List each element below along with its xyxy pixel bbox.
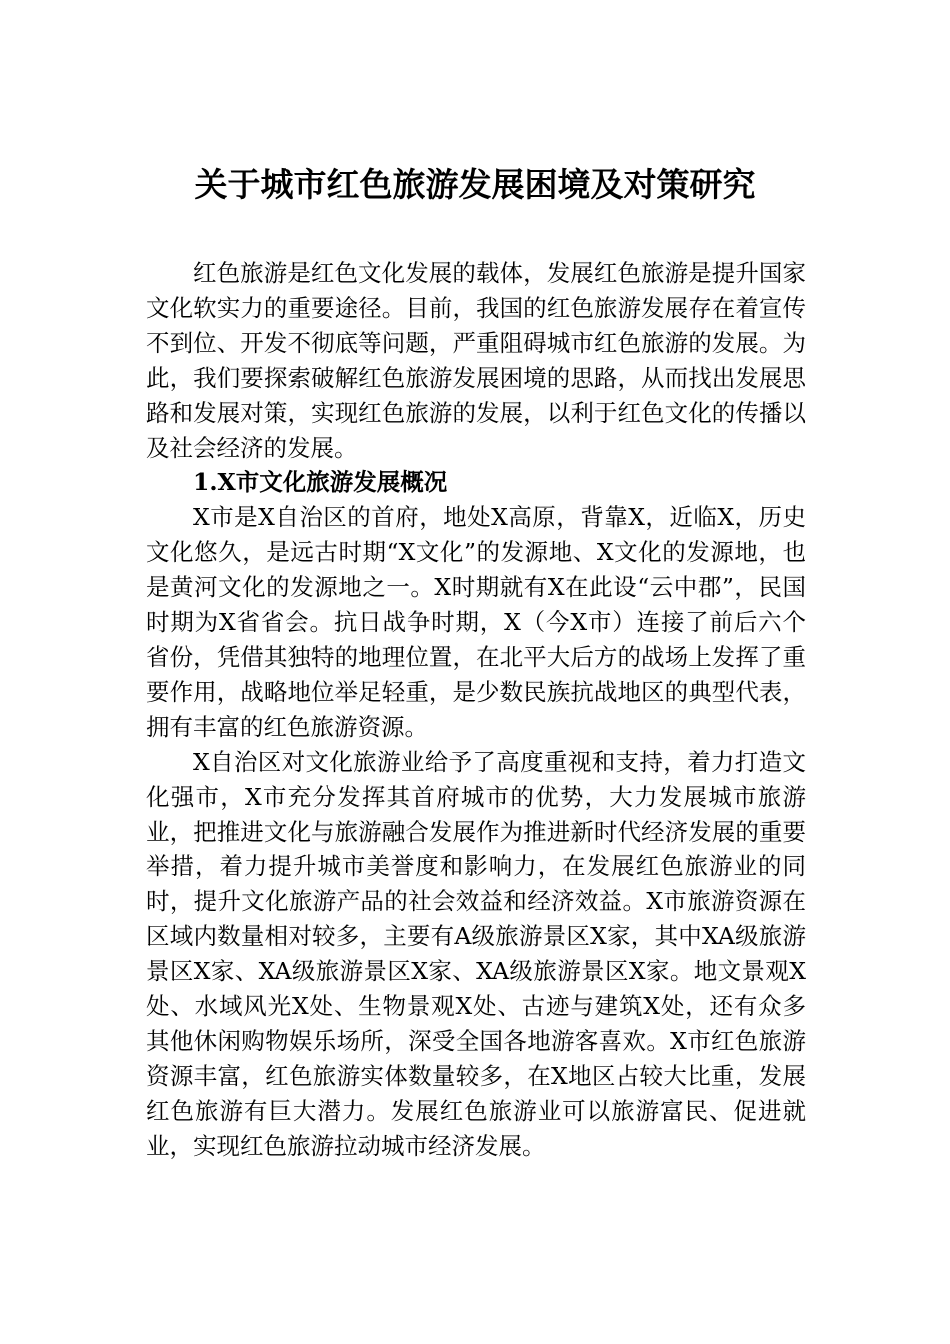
section-paragraph: X市是X自治区的首府，地处X高原，背靠X，近临X，历史文化悠久，是远古时期“X文化”的发源地、X文化的发源地，也是黄河文化的发源地之一。X时期就有X在此设“云中郡”，民国时期为X省省会。抗日战争时期，X（今X市）连接了前后六个省份，凭借其独特的地理位置，在北平大后方的战场上发挥了重要作用，战略地位举足轻重，是少数民族抗战地区的典型代表，拥有丰富的红色旅游资源。	[146, 503, 806, 741]
document-title: 关于城市红色旅游发展困境及对策研究	[194, 165, 756, 204]
section-paragraph: X自治区对文化旅游业给予了高度重视和支持，着力打造文化强市，X市充分发挥其首府城市的优势，大力发展城市旅游业，把推进文化与旅游融合发展作为推进新时代经济发展的重要举措，着力提升城市美誉度和影响力，在发展红色旅游业的同时，提升文化旅游产品的社会效益和经济效益。X市旅游资源在区域内数量相对较多，主要有A级旅游景区X家，其中XA级旅游景区X家、XA级旅游景区X家、XA级旅游景区X家。地文景观X处、水域风光X处、生物景观X处、古迹与建筑X处，还有众多其他休闲购物娱乐场所，深受全国各地游客喜欢。X市红色旅游资源丰富，红色旅游实体数量较多，在X地区占较大比重，发展红色旅游有巨大潜力。发展红色旅游业可以旅游富民、促进就业，实现红色旅游拉动城市经济发展。	[146, 747, 806, 1160]
document-body	[146, 256, 806, 1164]
section-heading: 1.X市文化旅游发展概况	[193, 468, 448, 497]
intro-paragraph: 红色旅游是红色文化发展的载体，发展红色旅游是提升国家文化软实力的重要途径。目前，我国的红色旅游发展存在着宣传不到位、开发不彻底等问题，严重阻碍城市红色旅游的发展。为此，我们要探索破解红色旅游发展困境的思路，从而找出发展思路和发展对策，实现红色旅游的发展，以利于红色文化的传播以及社会经济的发展。	[146, 259, 806, 462]
